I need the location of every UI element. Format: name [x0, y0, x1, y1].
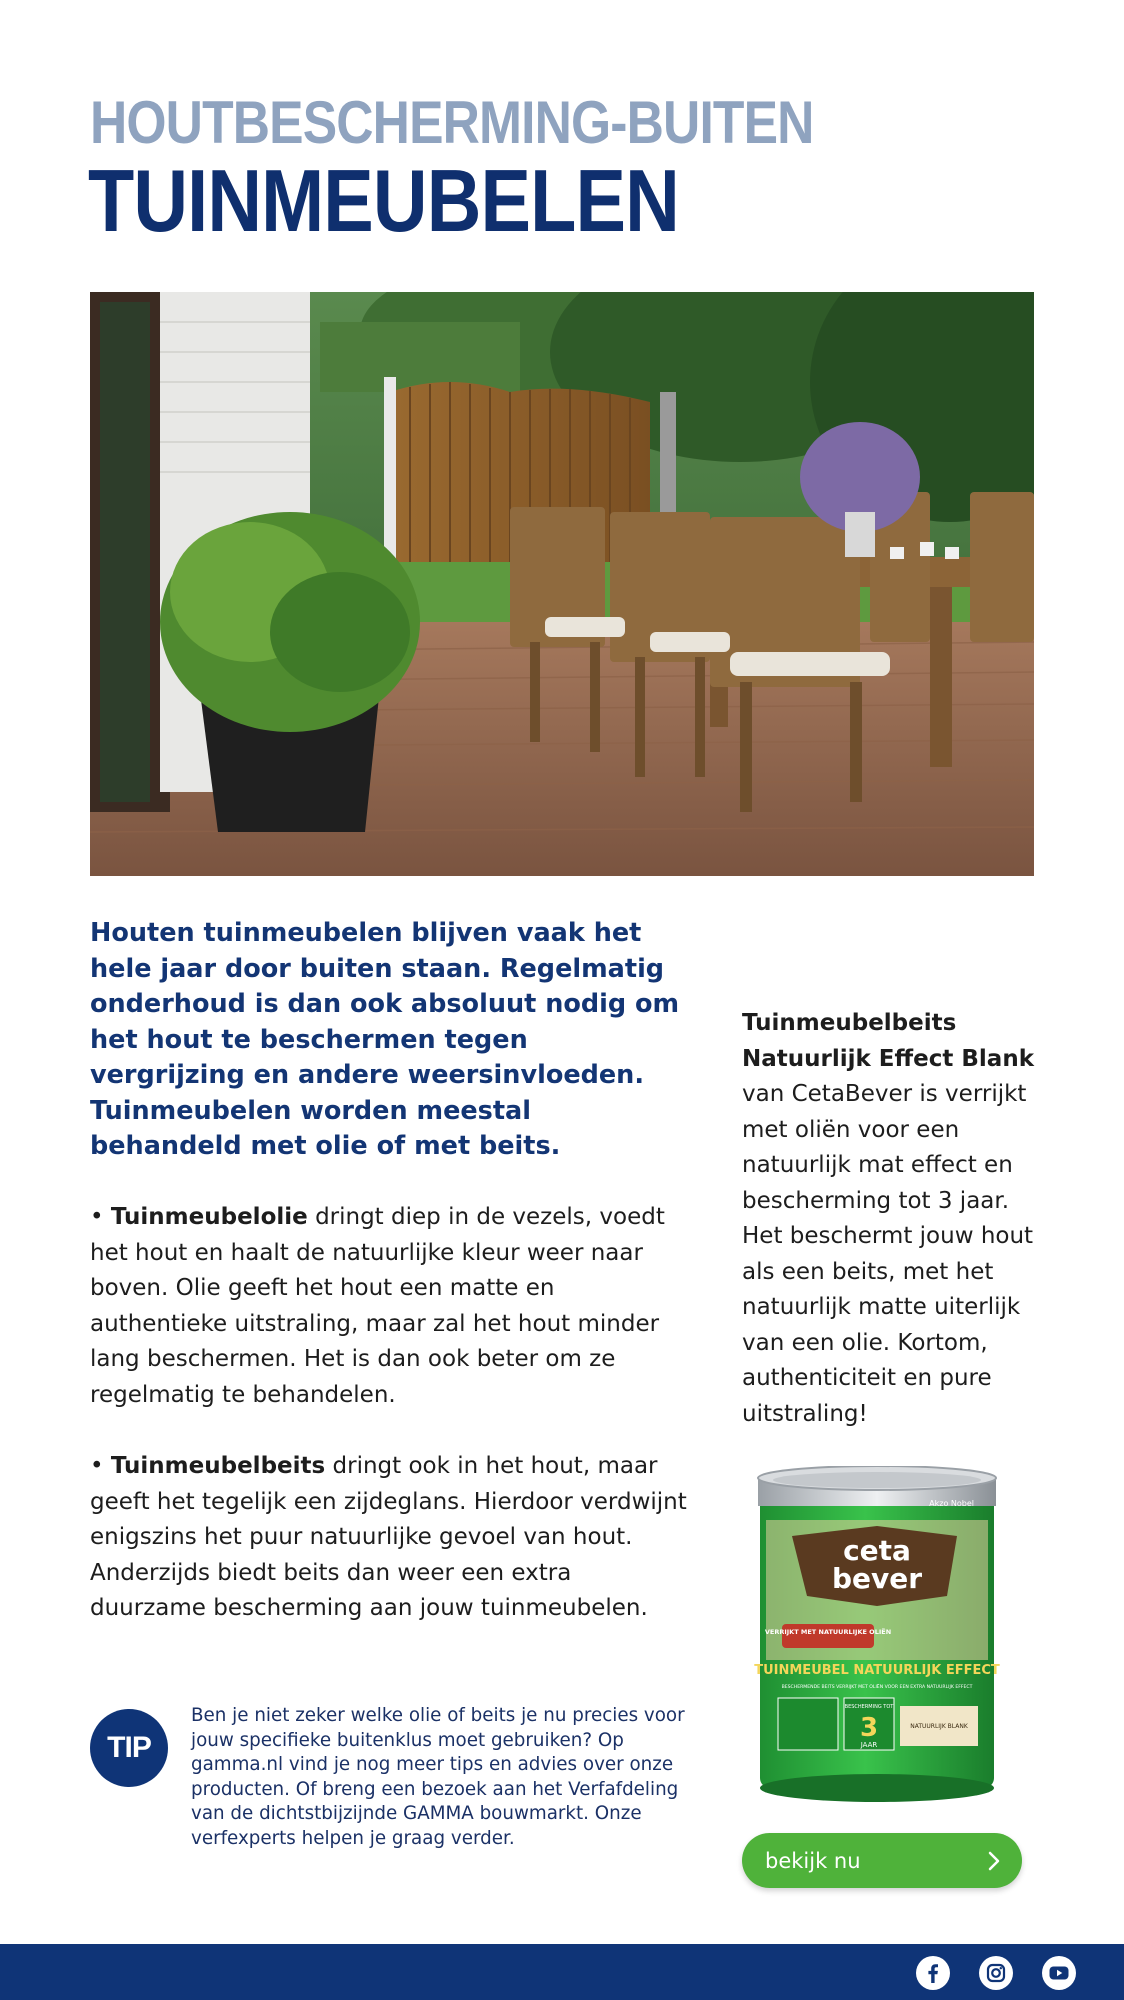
view-now-label: bekijk nu — [765, 1848, 861, 1873]
tip-text: Ben je niet zeker welke olie of beits je nu precies voor jouw specifieke buitenklus moet gebruiken? Op gamma.nl vind je nog meer tips en advies over onze producten. Of breng een bezoek aan het Verfafdeling van de dichtstbijzijnde GAMMA bouwmarkt. Onze verfexperts helpen je graag verder. — [191, 1705, 685, 1849]
can-brand-line2: bever — [831, 1562, 923, 1595]
can-top-badge: Akzo Nobel — [929, 1499, 974, 1508]
view-now-button[interactable] — [742, 1833, 1022, 1888]
oil-description — [90, 1200, 690, 1413]
bullet: • — [90, 1204, 104, 1230]
can-years-unit: JAAR — [860, 1741, 878, 1749]
tip-badge: TIP — [90, 1709, 168, 1787]
hero-image-garden-furniture — [90, 292, 1034, 876]
product-description — [742, 1006, 1042, 1432]
chevron-right-icon — [984, 1850, 1004, 1872]
page-subtitle: HOUTBESCHERMING-BUITEN — [90, 89, 814, 156]
product-name-line2: Natuurlijk Effect Blank — [742, 1045, 1034, 1072]
can-years: 3 — [859, 1713, 879, 1743]
product-name-line1: Tuinmeubelbeits — [742, 1010, 957, 1036]
term-stain: Tuinmeubelbeits — [110, 1453, 326, 1479]
can-shade: NATUURLIJK BLANK — [910, 1723, 968, 1730]
product-body: van CetaBever is verrijkt met oliën voor een natuurlijk mat effect en bescherming tot 3 jaar. Het beschermt jouw hout als een beits, met het natuurlijk matte uiterlijk van een olie. Kortom, authenticiteit en pure uitstraling! — [742, 1081, 1034, 1427]
can-protection-label: BESCHERMING TOT — [844, 1704, 894, 1710]
can-enriched: VERRIJKT MET NATUURLIJKE OLIËN — [764, 1628, 892, 1636]
youtube-icon[interactable] — [1042, 1956, 1076, 1990]
stain-description — [90, 1449, 690, 1627]
can-tagline: BESCHERMENDE BEITS VERRIJKT MET OLIËN VOOR EEN EXTRA NATUURLIJK EFFECT — [781, 1685, 973, 1690]
term-oil: Tuinmeubelolie — [110, 1204, 308, 1230]
product-can-image — [752, 1466, 1002, 1806]
bullet: • — [90, 1453, 104, 1479]
oil-text: dringt diep in de vezels, voedt het hout en haalt de natuurlijke kleur weer naar boven. Olie geeft het hout een matte en authentieke uitstraling, maar zal het hout minder lang beschermen. Het is dan ook beter om ze regelmatig te behandelen. — [90, 1204, 665, 1408]
intro-text: Houten tuinmeubelen blijven vaak het hele jaar door buiten staan. Regelmatig onderhoud is dan ook absoluut nodig om het hout te beschermen tegen vergrijzing en andere weersinvloeden. Tuinmeubelen worden meestal behandeld met olie of met beits. — [90, 918, 680, 1161]
instagram-icon[interactable] — [979, 1956, 1013, 1990]
footer-bar — [0, 1944, 1124, 2000]
page-title: TUINMEUBELEN — [88, 151, 679, 250]
can-label: TUINMEUBEL NATUURLIJK EFFECT — [754, 1663, 1000, 1678]
stain-text: dringt ook in het hout, maar geeft het tegelijk een zijdeglans. Hierdoor verdwijnt enigszins het puur natuurlijke gevoel van hout. Anderzijds biedt beits dan weer een extra duurzame bescherming aan jouw tuinmeubelen. — [90, 1453, 687, 1621]
can-brand-line1: ceta — [843, 1534, 911, 1567]
facebook-icon[interactable] — [916, 1956, 950, 1990]
